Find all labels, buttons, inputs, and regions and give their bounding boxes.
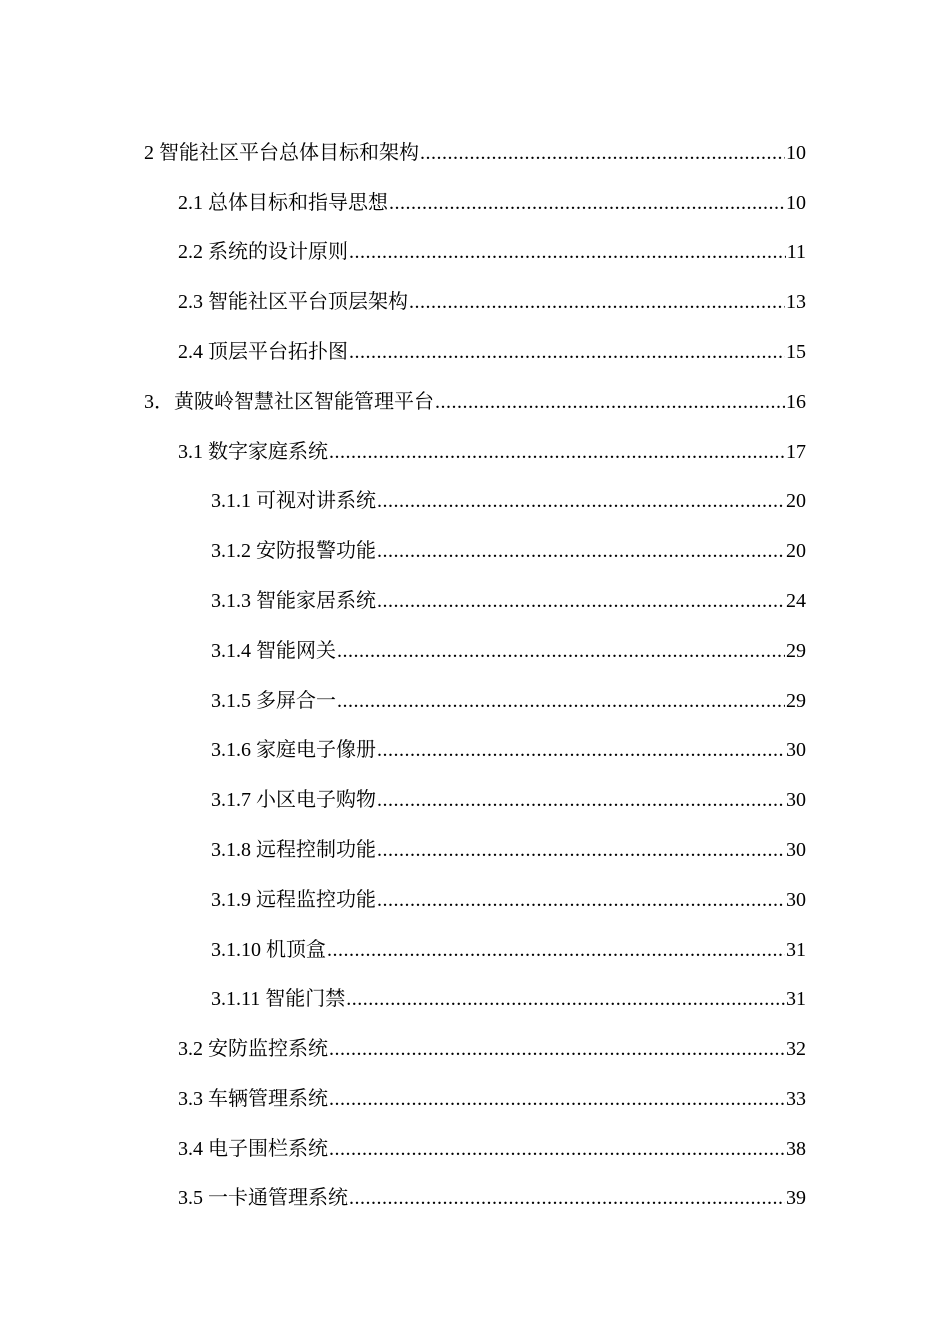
- toc-entry[interactable]: [211, 833, 806, 863]
- toc-dot-leader: [377, 538, 785, 564]
- toc-dot-leader: [327, 937, 785, 963]
- toc-entry-title: 3.1.2 安防报警功能: [211, 540, 376, 562]
- toc-entry-page: 20: [786, 490, 806, 512]
- toc-entry[interactable]: [211, 883, 806, 913]
- toc-entry[interactable]: [144, 385, 806, 415]
- toc-entry-page: 31: [786, 939, 806, 961]
- toc-entry[interactable]: [178, 1181, 806, 1211]
- toc-entry-title: 3．黄陂岭智慧社区智能管理平台: [144, 391, 434, 413]
- toc-dot-leader: [435, 389, 785, 415]
- toc-dot-leader: [389, 190, 785, 216]
- toc-dot-leader: [349, 339, 785, 365]
- toc-entry-title: 2.4 顶层平台拓扑图: [178, 341, 348, 363]
- toc-dot-leader: [349, 1185, 785, 1211]
- toc-entry[interactable]: [178, 1032, 806, 1062]
- toc-entry-page: 38: [786, 1138, 806, 1160]
- toc-entry-page: 10: [786, 142, 806, 164]
- toc-dot-leader: [377, 837, 785, 863]
- toc-entry-title: 3.4 电子围栏系统: [178, 1138, 328, 1160]
- toc-entry-page: 39: [786, 1187, 806, 1209]
- toc-dot-leader: [337, 688, 785, 714]
- toc-entry-page: 16: [786, 391, 806, 413]
- toc-dot-leader: [346, 986, 785, 1012]
- toc-entry-page: 17: [786, 441, 806, 463]
- toc-entry-title: 2 智能社区平台总体目标和架构: [144, 142, 419, 164]
- toc-entry-title: 3.5 一卡通管理系统: [178, 1187, 348, 1209]
- toc-dot-leader: [377, 737, 785, 763]
- toc-entry[interactable]: [178, 435, 806, 465]
- toc-dot-leader: [329, 1136, 785, 1162]
- toc-entry[interactable]: [211, 484, 806, 514]
- toc-entry-page: 15: [786, 341, 806, 363]
- toc-entry-page: 30: [786, 839, 806, 861]
- toc-entry[interactable]: [211, 634, 806, 664]
- toc-entry-page: 30: [786, 739, 806, 761]
- toc-entry-title: 2.2 系统的设计原则: [178, 241, 348, 263]
- toc-entry[interactable]: [211, 584, 806, 614]
- toc-entry-page: 29: [786, 640, 806, 662]
- toc-entry-title: 2.3 智能社区平台顶层架构: [178, 291, 408, 313]
- toc-entry-title: 3.1 数字家庭系统: [178, 441, 328, 463]
- toc-entry-title: 3.1.11 智能门禁: [211, 988, 346, 1010]
- toc-entry-title: 3.3 车辆管理系统: [178, 1088, 328, 1110]
- toc-entry-title: 3.2 安防监控系统: [178, 1038, 328, 1060]
- toc-entry[interactable]: [178, 186, 806, 216]
- toc-dot-leader: [337, 638, 785, 664]
- toc-dot-leader: [420, 140, 785, 166]
- toc-entry-title: 3.1.5 多屏合一: [211, 690, 336, 712]
- toc-entry[interactable]: [178, 1132, 806, 1162]
- toc-entry-title: 3.1.6 家庭电子像册: [211, 739, 376, 761]
- toc-entry-page: 11: [786, 241, 806, 263]
- toc-entry-page: 32: [786, 1038, 806, 1060]
- toc-entry[interactable]: [211, 933, 806, 963]
- toc-dot-leader: [377, 787, 785, 813]
- toc-entry-page: 30: [786, 889, 806, 911]
- toc-entry-title: 3.1.4 智能网关: [211, 640, 336, 662]
- toc-entry-page: 30: [786, 789, 806, 811]
- toc-dot-leader: [329, 1036, 785, 1062]
- toc-entry[interactable]: [211, 684, 806, 714]
- toc-entry[interactable]: [144, 136, 806, 166]
- toc-entry-page: 29: [786, 690, 806, 712]
- toc-entry[interactable]: [178, 335, 806, 365]
- toc-dot-leader: [377, 887, 785, 913]
- toc-entry[interactable]: [178, 285, 806, 315]
- toc-entry[interactable]: [211, 534, 806, 564]
- toc-entry-title: 3.1.9 远程监控功能: [211, 889, 376, 911]
- toc-entry[interactable]: [211, 783, 806, 813]
- toc-entry-page: 33: [786, 1088, 806, 1110]
- toc-entry[interactable]: [211, 733, 806, 763]
- toc-entry[interactable]: [178, 1082, 806, 1112]
- toc-entry-page: 10: [786, 192, 806, 214]
- toc-entry-title: 3.1.3 智能家居系统: [211, 590, 376, 612]
- toc-dot-leader: [329, 1086, 785, 1112]
- toc-dot-leader: [377, 588, 785, 614]
- toc-entry-title: 3.1.7 小区电子购物: [211, 789, 376, 811]
- toc-dot-leader: [409, 289, 785, 315]
- toc-entry-title: 3.1.8 远程控制功能: [211, 839, 376, 861]
- toc-entry[interactable]: [211, 982, 806, 1012]
- toc-entry-page: 24: [786, 590, 806, 612]
- toc-dot-leader: [377, 488, 785, 514]
- toc-dot-leader: [329, 439, 785, 465]
- toc-entry-page: 20: [786, 540, 806, 562]
- toc-entry-title: 3.1.10 机顶盒: [211, 939, 326, 961]
- toc-entry[interactable]: [178, 235, 806, 265]
- toc-entry-page: 31: [786, 988, 806, 1010]
- toc-dot-leader: [349, 239, 786, 265]
- toc-entry-title: 3.1.1 可视对讲系统: [211, 490, 376, 512]
- toc-entry-page: 13: [786, 291, 806, 313]
- toc-entry-title: 2.1 总体目标和指导思想: [178, 192, 388, 214]
